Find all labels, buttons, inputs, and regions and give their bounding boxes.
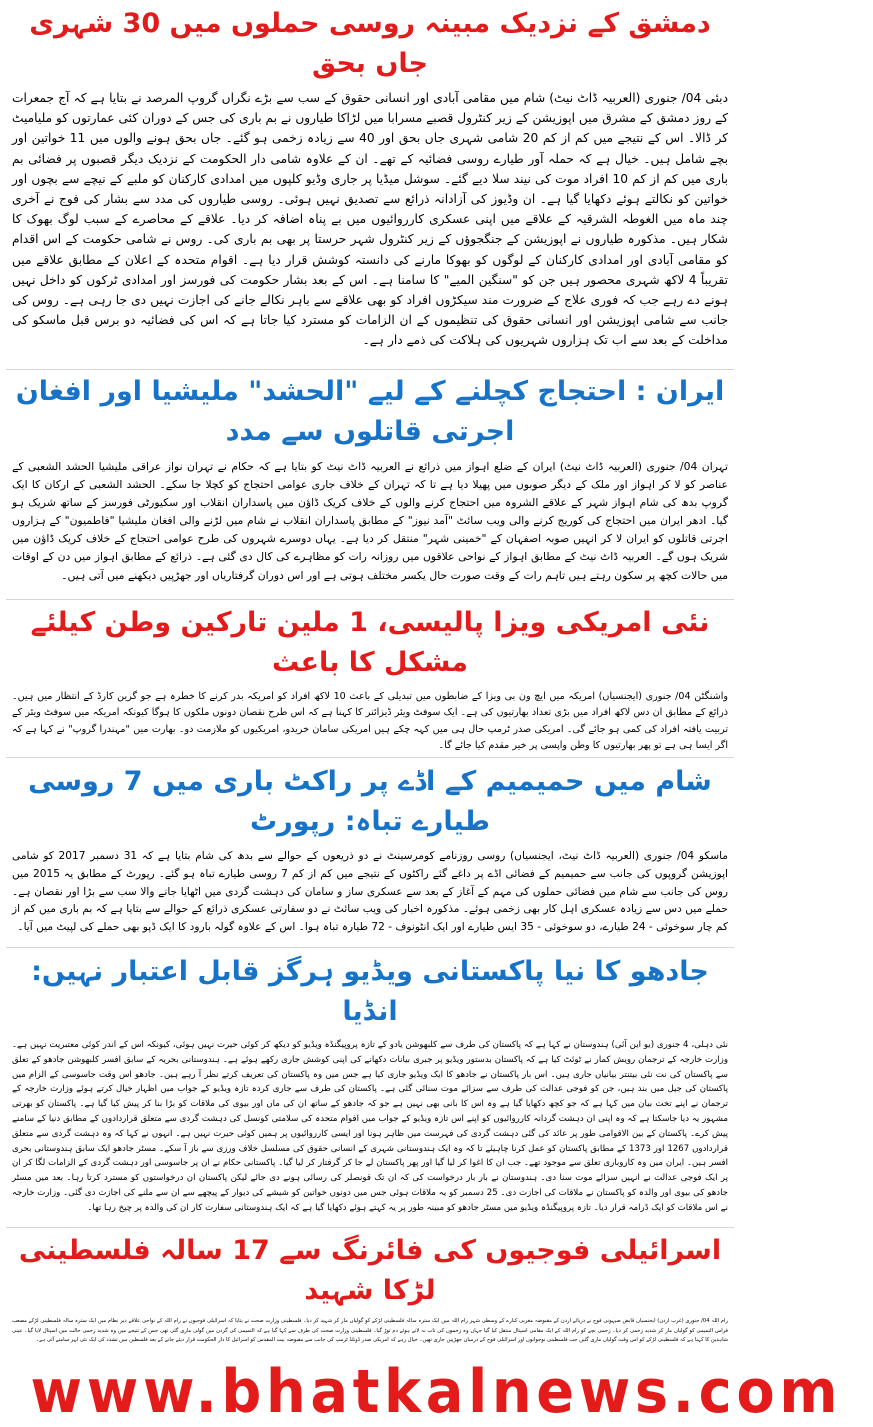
divider [6, 947, 734, 948]
article-damascus [12, 4, 728, 351]
article-palestine [12, 1231, 728, 1346]
divider [6, 1227, 734, 1228]
article-body-iran: تہران 04/ جنوری (العربیہ ڈاٹ نیٹ) ایران کے ضلع اہواز میں ذرائع نے العربیہ ڈاٹ نیٹ کو بتایا ہے کہ حکام نے تہران نواز عراقی ملیشیا الحشد الشعبی کے عناصر کو لا کر اہواز اور ملک کے دیگر صوبوں میں پھیلا دیا ہے تا کہ تہران کے خلاف جاری عوامی احتجاج کو کچلا جا سکے۔ الحشد الشعبی کے ارکان کا ایک گروپ بدھ کی شام اہواز شہر کے علاقے الشروہ میں احتجاج کرنے والوں کے خلاف کریک ڈاؤن میں پاسداران انقلاب اور سکیورٹی فورسز کے ساتھ شریک ہو گیا۔ ادھر ایران میں احتجاج کی کوریج کرنے والی ویب سائٹ "آمد نیوز" کے مطابق پاسداران انقلاب نے شام میں لڑنے والی افغان ملیشیا "فاطمیون" کے ہزاروں اجرتی قاتلوں کو ایران لا کر انہیں صوبہ اصفہان کے "خمینی شہر" منتقل کر دیا ہے۔ یہاں دوسرے شہروں کی طرح عوامی احتجاج کے خلاف کریک ڈاؤن میں شریک ہوں گے۔ العربیہ ڈاٹ نیٹ کے مطابق اہواز کے نواحی علاقوں میں روزانہ رات کو مظاہرے کی کال دی گئی ہے۔ ذرائع کے مطابق اہواز میں دن کے اوقات میں حالات کچھ پر سکون رہتے ہیں تاہم رات کے وقت صورت حال یکسر مختلف ہوتی ہے اور اس دوران گرفتاریاں اور جھڑپیں دیکھنے میں آتی ہیں۔ [12, 460, 728, 582]
headline-iran: ایران : احتجاج کچلنے کے لیے "الحشد" ملیشیا اور افغان اجرتی قاتلوں سے مدد [15, 376, 725, 447]
headline-damascus: دمشق کے نزدیک مبینہ روسی حملوں میں 30 شہری جاں بحق [29, 8, 711, 79]
headline-hmeimim: شام میں حمیمیم کے اڈے پر راکٹ باری میں 7 روسی طیارے تباہ: رپورٹ [28, 766, 712, 837]
article-jadhav [12, 952, 728, 1216]
headline-jadhav: جادھو کا نیا پاکستانی ویڈیو ہرگز قابل اعتبار نہیں: انڈیا [31, 956, 709, 1027]
divider [6, 599, 734, 600]
site-name[interactable]: www.bhatkalnews.com [30, 1357, 843, 1427]
article-visa [12, 603, 728, 754]
divider [6, 757, 734, 758]
article-body-damascus: دبئی 04/ جنوری (العربیہ ڈاٹ نیٹ) شام میں مقامی آبادی اور انسانی حقوق کے سب سے بڑے نگراں گروپ المرصد نے بتایا ہے کہ آج جمعرات کے روز دمشق کے مشرق میں اپوزیشن کے زیر کنٹرول قصبے مسرابا میں لڑاکا طیاروں نے بم باری کی جس کے دوران کئی عمارتوں کو ملیامیٹ کر ڈالا۔ اس کے نتیجے میں کم از کم 20 شامی شہری جاں بحق اور 40 سے زیادہ زخمی ہو گئے۔ جاں بحق ہونے والوں میں 11 خواتین اور بچے شامل ہیں۔ خیال ہے کہ حملہ آور طیارے روسی فضائیہ کے تھے۔ ان کے علاوہ شامی دار الحکومت کے نزدیک دیگر قصبوں پر فضائی بم باری میں کم از کم 10 افراد موت کی نیند سلا دیے گئے۔ سوشل میڈیا پر جاری وڈیو کلپوں میں امدادی کارکنان کو ملبے کے نیچے سے بچوں اور خواتین کو نکالتے ہوئے دکھایا گیا ہے۔ ان وڈیوز کی آزادانہ ذرائع سے تصدیق نہیں ہوئی۔ روسی طیاروں کی مدد سے بشار کی فوج نے آخری چند ماہ میں الغوطہ الشرقیہ کے علاقے میں اپنی عسکری کارروائیوں میں بے پناہ اضافہ کر دیا۔ علاقے کے محاصرے کے سبب لوگ بھوک کا شکار ہیں۔ مذکورہ طیاروں نے اپوزیشن کے جنگجوؤں کے زیر کنٹرول شہر حرستا پر بھی بم باری کی۔ روس نے شامی حکومت کے اس اقدام کو مقامی آبادی اور امدادی کارکنان کے لوگوں کو بھوکا مارنے کی دانستہ کوشش قرار دیا ہے۔ اقوام متحدہ کے اعلان کے مطابق علاقے میں تقریباً 4 لاکھ شہری محصور ہیں جن کو "سنگین المیے" کا سامنا ہے۔ اس کے بعد بشار حکومت کی فورسز اور امدادی ٹرکوں کو داخل نہیں ہونے دے رہے جب کہ فوری علاج کے ضرورت مند سیکڑوں افراد کو بھی علاقے سے باہر نکالے جانے کی اجازت نہیں دی جا رہی ہے۔ روس کی جانب سے شامی اپوزیشن اور انسانی حقوق کی تنظیموں کے ان الزامات کو مسترد کیا جاتا ہے کہ اس کی فضائیہ دو برس قبل ماسکو کی مداخلت کے بعد سے اب تک ہزاروں شہریوں کی ہلاکت کی ذمے دار ہے۔ [12, 91, 729, 348]
headline-visa: نئی امریکی ویزا پالیسی، 1 ملین تارکین وطن کیلئے مشکل کا باعث [30, 607, 710, 678]
divider [6, 369, 734, 370]
article-body-jadhav: نئی دہلی، 4 جنوری (یو این آئی) ہندوستان نے کہا ہے کہ پاکستان کی طرف سے کلبھوشن یادو کے تازہ پروپیگنڈہ ویڈیو کو دیکھ کر کوئی حیرت نہیں ہوئی، کیونکہ اس کے اندر کوئی معتبریت نہیں ہے۔ وزارت خارجہ کے ترجمان رویش کمار نے ٹوئٹ کیا ہے کہ پاکستان بدستور ویڈیو پر جبری بیانات دکھانے کی اپنی کوشش جاری رکھے ہوئے ہے۔ ہندوستانی بحریہ کے سابق افسر کلبھوشن جادھو کے تعلق سے پاکستان کی نت نئی بیتنتر بیانیاں جاری ہیں۔ اس بار پاکستان نے جادھو کا ایک ویڈیو جاری کیا ہے جس میں وہ پاکستان کی تعریف کرتے نظر آ رہے ہیں۔ جادھو اس وقت جاسوسی کے الزام میں پاکستان کی جیل میں بند ہیں، جن کو فوجی عدالت کی طرف سے سزائے موت سنائی گئی ہے۔ پاکستان کی طرف سے جاری کردہ تازہ ویڈیو کے جواب میں اظہار خیال کرتے ہوئے وزارت خارجہ کے ترجمان نے اپنے تخت بیان میں کہا ہے کہ جو کچھ دکھایا گیا ہے وہ اس کا بانی بھی نہیں ہے جو کہ جادھو کے ساتھ ان کی ماں اور بیوی کی ملاقات کو بڑا بنا کر پیش کیا گیا ہے۔ پاکستان کو بھرتی مشہور یہ دیا جاسکتا ہے کہ وہ اپنی ان دہشت گردانہ کارروائیوں کو اپنے اس تازہ ویڈیو کے جواب میں اقوام متحدہ کی سلامتی کونسل کی دہشت گردی سے متعلق قراردادوں کے مطابق دنیا کے سامنے پیش کرے۔ پاکستان کے بین الاقوامی طور پر عائد کی گئی دہشت گردی کی فہرست میں ظاہر ہونا اور ایسی کارروائیوں پر ہمیں کوئی حیرت نہیں ہے۔ انہوں نے کہا کہ وہ دہشت گردی سے متعلق قراردادوں 1267 اور 1373 کے مطابق پاکستان کو عمل کرنا چاہیئے تا کہ وہ ایک ہندوستانی شہری کے انسانی حقوق کی مسلسل خلاف ورزی سے باز آ سکے۔ مسٹر جادھو ایک سابق ہندوستانی بحری افسر ہیں۔ ایران میں وہ کاروباری تعلق سے موجود تھے۔ جب ان کا اغوا کر لیا گیا اور پھر پاکستان لے جا کر گرفتار کر لیا گیا۔ پاکستانی حکام نے ان پر جاسوسی اور دہشت گردی کے الزامات لگا کر ان پر ایک فوجی عدالت نے انہیں سزائے موت سنا دی۔ ہندوستان نے بار بار درخواست کی کہ ان تک قونصلر کی رسائی ہونے دی جائے لیکن پاکستان ان درخواستوں کو مسترد کرتا رہا۔ بعد میں مسٹر جادھو کی بیوی اور والدہ کو پاکستان نے ملاقات کی اجازت دی۔ 25 دسمبر کو یہ ملاقات ہوئی جس میں دونوں خواتین کو شیشے کی دیوار کے پیچھے سے ان سے ملنے کی اجازت دی گئی۔ وزارت خارجہ نے اس ملاقات کو ایک ڈرامہ قرار دیا۔ تازہ پروپیگنڈہ ویڈیو میں مسٹر جادھو کو مبینہ طور پر یہ کہتے ہوئے دکھایا گیا ہے کہ ایک ہندوستانی سفارت کار ان کی والدہ پر چیخ رہا تھا۔ [12, 1040, 728, 1213]
site-footer [0, 1357, 843, 1427]
headline-palestine: اسرائیلی فوجیوں کی فائرنگ سے 17 سالہ فلسطینی لڑکا شہید [18, 1235, 722, 1306]
article-iran [12, 372, 728, 585]
article-body-hmeimim: ماسکو 04/ جنوری (العربیہ ڈاٹ نیٹ، ایجنسیاں) روسی روزنامے کومرسینٹ نے دو ذریعوں کے حوالے سے بدھ کی شام بتایا ہے کہ 31 دسمبر 2017 کو شامی اپوزیشن گروپوں کی جانب سے حمیمیم کے فضائی اڈے پر داغے گئے راکٹوں کے نتیجے میں کم از کم 7 روسی طیارے تباہ ہو گئے۔ رپورٹ کے مطابق یہ 2015 میں روس کی جانب سے شام میں فضائی حملوں کی مہم کے آغاز کے بعد سے عسکری ساز و سامان کی دہشت گردی میں اٹھایا جانے والا سب سے بڑا اور نقصان ہے۔ حملے میں دس سے زیادہ عسکری اہل کار بھی زخمی ہوئے۔ مذکورہ اخبار کی ویب سائٹ نے دو سفارتی عسکری ذرائع کے حوالے سے بتایا ہے کہ بم باری میں کم از کم چار سوخوئی - 24 طیارے، دو سوخوئی - 35 ایس طیارے اور ایک انٹونوف - 72 طیارہ تباہ ہوا۔ اس کے علاوہ گولہ بارود کا ایک ڈپو بھی حملے کی لپیٹ میں آیا۔ [12, 850, 729, 934]
article-body-palestine: رام اللہ 04/ جنوری (غرب اردن) ایجنسیاں قابض صیہونی فوج نے دریائے اردن کے مقبوضہ مغربی کنارے کے وسطی شہر رام اللہ میں ایک سترہ سالہ فلسطینی لڑکے کو گولیاں مار کر شہید کر دیا۔ فلسطینی وزارت صحت نے بتایا کہ اسرائیلی فوجیوں نے رام اللہ کے نواحی علاقے دیر نظام میں ایک سترہ سالہ فلسطینی لڑکے مصعب فراس التمیمی کو گولیاں مار کر شدید زخمی کر دیا۔ زخمی بچے کو رام اللہ کے ایک مقامی اسپتال منتقل کیا گیا جہاں وہ زخموں کی تاب نہ لاتے ہوئے دم توڑ گیا۔ فلسطینی وزارت صحت کی طرف سے کہا گیا ہے کہ التمیمی کی گردن میں گولی ماری گئی تھی جس کے نتیجے میں وہ شدید زخمی حالت میں اسپتال لایا گیا۔ عینی شاہدین کا کہنا ہے کہ فلسطینی لڑکے کو اس وقت گولیاں ماری گئیں جب فلسطینی نوجوانوں اور اسرائیلی فوج کے درمیان جھڑپیں جاری تھیں۔ خیال رہے کہ امریکی صدر ڈونلڈ ٹرمپ کی جانب سے مقبوضہ بیت المقدس کو اسرائیل کا دار الحکومت قرار دیئے جانے کے بعد فلسطین میں تشدد کی ایک نئی لہر سامنے آئی ہے۔ [12, 1318, 728, 1344]
article-hmeimim [12, 762, 728, 937]
article-body-visa: واشنگٹن 04/ جنوری (ایجنسیاں) امریکہ میں ایچ ون بی ویزا کے ضابطوں میں تبدیلی کے باعث 10 لاکھ افراد کو امریکہ بدر کرنے کا خطرہ ہے جو گرین کارڈ کے انتظار میں ہیں۔ ذرائع کے مطابق ان دس لاکھ افراد میں بڑی تعداد بھارتیوں کی ہے۔ ایک سوفٹ ویئر ڈیزائنر کا کہنا ہے کہ اس طرح نقصان دونوں ملکوں کا ہوگا کیونکہ امریکہ میں سوفٹ ویئر کے تربیت یافتہ افراد کی کمی ہو جائے گی۔ امریکی صدر ٹرمپ حال ہی میں کہہ چکے ہیں امریکی سامان خریدو، امریکیوں کو ملازمت دو۔ بھارت میں "مہندرا گروپ" نے کہا ہے کہ اگر ایسا ہی ہے تو پھر بھارتیوں کا وطن واپسی پر خیر مقدم کیا جائے گا۔ [12, 691, 728, 751]
